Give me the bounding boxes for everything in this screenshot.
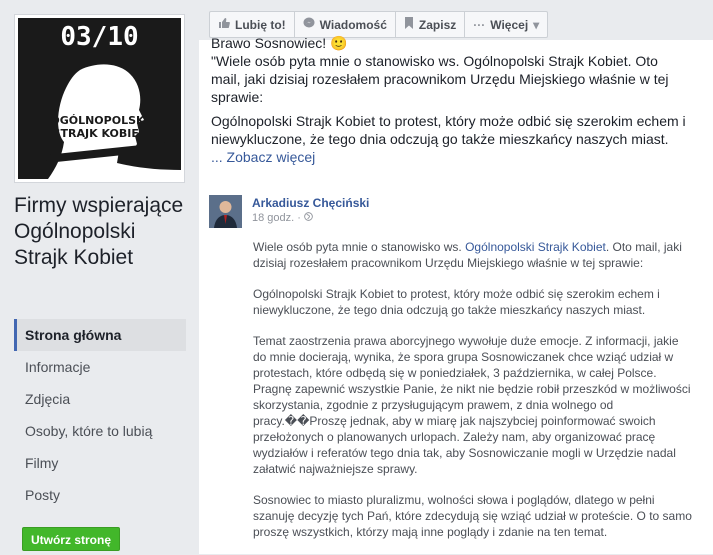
- page-title[interactable]: Firmy wspierające Ogólnopolski Strajk Kobiet: [14, 194, 184, 269]
- timestamp[interactable]: 18 godz.: [252, 212, 295, 224]
- cover-text-line1: OGÓLNOPOLSKI: [50, 114, 149, 127]
- post-card: [199, 35, 713, 554]
- messenger-icon: [303, 17, 315, 32]
- shared-author-name[interactable]: Arkadiusz Chęciński: [252, 196, 370, 210]
- cover-photo[interactable]: [14, 14, 185, 183]
- caret-down-icon: ▾: [533, 17, 540, 32]
- cover-image: [18, 18, 181, 179]
- create-page-button[interactable]: Utwórz stronę: [22, 527, 120, 551]
- more-label: Więcej: [490, 17, 529, 32]
- avatar[interactable]: [209, 195, 242, 228]
- nav-item-about[interactable]: Informacje: [25, 359, 91, 375]
- see-more-link[interactable]: ... Zobacz więcej: [211, 149, 316, 165]
- nav-item-videos[interactable]: Filmy: [25, 455, 59, 471]
- post-line1: Brawo Sosnowiec! 🙂: [211, 35, 348, 51]
- event-link[interactable]: Ogólnopolski Strajk Kobiet: [465, 240, 606, 254]
- more-dots-icon: ···: [473, 17, 486, 32]
- shared-post-meta: 18 godz. ·: [252, 212, 313, 224]
- globe-icon: [304, 212, 313, 224]
- nav-item-photos[interactable]: Zdjęcia: [25, 391, 71, 407]
- save-label: Zapisz: [418, 17, 457, 32]
- bookmark-icon: [404, 17, 414, 32]
- post-quote: "Wiele osób pyta mnie o stanowisko ws. Ogólnopolski Strajk Kobiet. Oto mail, jaki dzisiaj rozesłałem pracownikom Urzędu Miejskiego właśnie w tej sprawie:: [211, 53, 669, 105]
- shared-paragraph3: Temat zaostrzenia prawa aborcyjnego wywołuje duże emocje. Z informacji, jakie do mnie docierają, wynika, że spora grupa Sosnowiczanek chce wziąć udział w protestach, które odbędą się w poniedziałek, 3 października, w całej Polsce. Pragnę zapewnić wszystkie Panie, że nikt nie będzie robił przeszkód w możliwości skorzystania, zgodnie z przysługującym prawem, z dnia wolnego od pracy.��Proszę jednak, aby w miarę jak najszybciej poinformować swoich przełożonych o planowanych urlopach. Zależy nam, aby organizować pracę wydziałów i referatów tego dnia tak, aby Sosnowiczanie mogli w Urzędzie nadal załatwić najważniejsze sprawy.: [253, 334, 691, 476]
- shared-paragraph1: Wiele osób pyta mnie o stanowisko ws. Ogólnopolski Strajk Kobiet. Oto mail, jaki dzisiaj rozesłałem pracownikom Urzędu Miejskiego właśnie w tej sprawie:: [253, 240, 682, 270]
- like-label: Lubię to!: [235, 17, 286, 32]
- shared-paragraph2: Ogólnopolski Strajk Kobiet to protest, który może odbić się szerokim echem i niewykluczone, że tego dnia odczują go także mieszkańcy naszych miast.: [253, 287, 660, 317]
- cover-date: 03/10: [60, 22, 139, 52]
- message-label: Wiadomość: [319, 17, 387, 32]
- shared-post-body: [253, 239, 693, 555]
- cover-text-line2: STRAJK KOBIET: [52, 127, 147, 140]
- thumbs-up-icon: [218, 17, 230, 32]
- post-paragraph2: Ogólnopolski Strajk Kobiet to protest, który może odbić się szerokim echem i niewykluczone, że tego dnia odczują go także mieszkańcy naszych miast.: [211, 113, 686, 147]
- nav-item-likes[interactable]: Osoby, które to lubią: [25, 423, 153, 439]
- shared-paragraph4: Sosnowiec to miasto pluralizmu, wolności słowa i poglądów, dlatego w pełni szanuję decyzję tych Pań, które zdecydują się wziąć udział w proteście. O to samo proszę wszystkich, którzy mają inne poglądy i zdanie na ten temat.: [253, 493, 692, 539]
- nav-item-posts[interactable]: Posty: [25, 487, 61, 503]
- nav-item-home[interactable]: Strona główna: [14, 319, 186, 351]
- post-text: [211, 35, 691, 166]
- page-nav: [14, 319, 186, 511]
